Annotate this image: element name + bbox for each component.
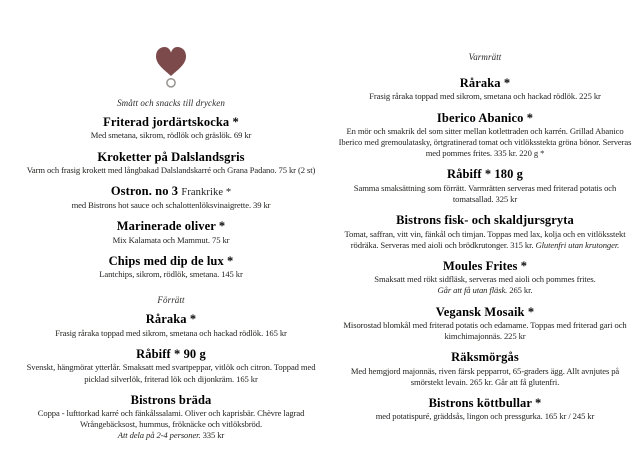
menu-item-title: Bistrons köttbullar *	[428, 396, 542, 411]
menu-item-title: Råbiff * 90 g	[136, 346, 206, 361]
menu-item	[334, 259, 636, 297]
menu-item	[20, 184, 322, 211]
menu-item	[334, 76, 636, 103]
menu-item-description-italic: Glutenfri utan krutonger.	[535, 239, 620, 250]
menu-item-title: Bistrons fisk- och skaldjursgryta	[396, 213, 574, 228]
menu-item-title: Friterad jordärtskocka *	[103, 115, 239, 129]
menu-item	[20, 219, 322, 246]
menu-item	[334, 396, 636, 423]
menu-item-description: med Bistrons hot sauce och schalottenlöksvinaigrette. 39 kr	[71, 200, 271, 211]
menu-item-title	[20, 184, 322, 199]
menu-item	[20, 150, 322, 177]
menu-item-title: Iberico Abanico *	[436, 110, 534, 125]
menu-item-description: Misorostad blomkål med friterad potatis och edamame. Toppas med friterad gari och kimchimajonnäs. 225 kr	[343, 319, 627, 342]
menu-item-description: Samma smaksättning som förrätt. Varmrätten serveras med friterad potatis och tomatsallad. 325 kr	[353, 182, 617, 204]
menu-item-title-suffix: Frankrike *	[181, 187, 232, 199]
menu-item	[334, 350, 636, 388]
menu-item-description: Lantchips, sikrom, rödlök, smetana. 145 kr	[99, 269, 243, 280]
menu-item-note-price: 335 kr	[202, 430, 225, 441]
menu-item-description: Frasig råraka toppad med sikrom, smetana och hackad rödlök. 165 kr	[55, 327, 287, 338]
menu-item	[20, 312, 322, 339]
menu-item	[20, 115, 322, 142]
menu-item	[334, 305, 636, 343]
menu-item-title: Råraka *	[145, 312, 197, 327]
menu-item-title: Kroketter på Dalslandsgris	[97, 149, 245, 164]
menu-item-description: med potatispuré, gräddsås, lingon och pressgurka. 165 kr / 245 kr	[375, 411, 595, 422]
menu-item-description: En mör och smakrik del som sitter mellan kotlettraden och karrén. Grillad Abanico Iberico med gremoulatasky, örtgratinerad tomat och vitlöksstekta gröna bönor. Serveras med pommes frites. 335 kr. 220 g *	[338, 125, 632, 159]
menu-item-title: Bistrons bräda	[130, 392, 212, 407]
menu-item-note-price: 265 kr.	[509, 285, 533, 296]
menu-item	[20, 254, 322, 281]
menu-item-note-italic: Att dela på 2-4 personer.	[117, 430, 201, 441]
menu-item-description: Med smetana, sikrom, rödlök och gräslök. 69 kr	[90, 130, 252, 141]
menu-column-left	[20, 0, 322, 452]
menu-item-description: Coppa - lufttorkad karré och fänkålssalami. Oliver och kaprisbär. Chèvre lagrad Wrångebäcksost, hummus, fröknäcke och vitlöksbröd.	[37, 408, 305, 430]
menu-item-description	[334, 229, 636, 251]
heart-ring-icon	[154, 46, 188, 94]
menu-item	[334, 167, 636, 205]
menu-item-title: Råraka *	[459, 76, 511, 90]
menu-item	[334, 213, 636, 251]
section-label-varmratt: Varmrätt	[468, 52, 502, 62]
menu-item-title-main: Ostron. no 3	[110, 184, 179, 199]
menu-item-title: Vegansk Mosaik *	[435, 304, 535, 319]
menu-item-description: Mix Kalamata och Mammut. 75 kr	[112, 234, 230, 245]
menu-item-description: Svenskt, hängmörat ytterlår. Smaksatt med svartpeppar, vitlök och citron. Toppad med picklad silverlök, friterad lök och dijonkräm. 165 kr	[26, 362, 316, 384]
section-label-snacks: Smått och snacks till drycken	[117, 98, 225, 108]
section-label-forratt: Förrätt	[157, 295, 185, 306]
menu-column-right	[334, 0, 636, 452]
menu-item-note	[20, 430, 322, 441]
menu-item-description: Smaksatt med rökt sidfläsk, serveras med aioli och pommes frites.	[374, 274, 596, 285]
menu-item	[20, 347, 322, 385]
menu-item-title: Moules Frites *	[442, 258, 528, 273]
menu-item	[334, 111, 636, 160]
menu-item-description: Frasig råraka toppad med sikrom, smetana och hackad rödlök. 225 kr	[369, 91, 601, 102]
menu-item-title: Marinerade oliver *	[116, 219, 226, 234]
restaurant-logo	[20, 46, 322, 94]
menu-item-note	[334, 285, 636, 296]
menu-item-note-italic: Går att få utan fläsk.	[437, 285, 508, 296]
menu-item-description: Med hemgjord majonnäs, riven färsk pepparrot, 65-graders ägg. Allt avnjutes på smörstekt levain. 265 kr. Går att få glutenfri.	[350, 365, 620, 387]
menu-item-title: Chips med dip de lux *	[108, 253, 234, 268]
menu-item-title: Räksmörgås	[451, 350, 519, 365]
menu-item-title: Råbiff * 180 g	[446, 167, 524, 182]
menu-item-description: Varm och frasig krokett med långbakad Dalslandskarré och Grana Padano. 75 kr (2 st)	[26, 164, 316, 175]
menu-item-description-text: Tomat, saffran, vitt vin, fänkål och timjan. Toppas med lax, kolja och en vitlöksstekt rödräka. Serveras med aioli och brödkrutonger. 315 kr.	[344, 228, 626, 250]
menu-item	[20, 393, 322, 442]
